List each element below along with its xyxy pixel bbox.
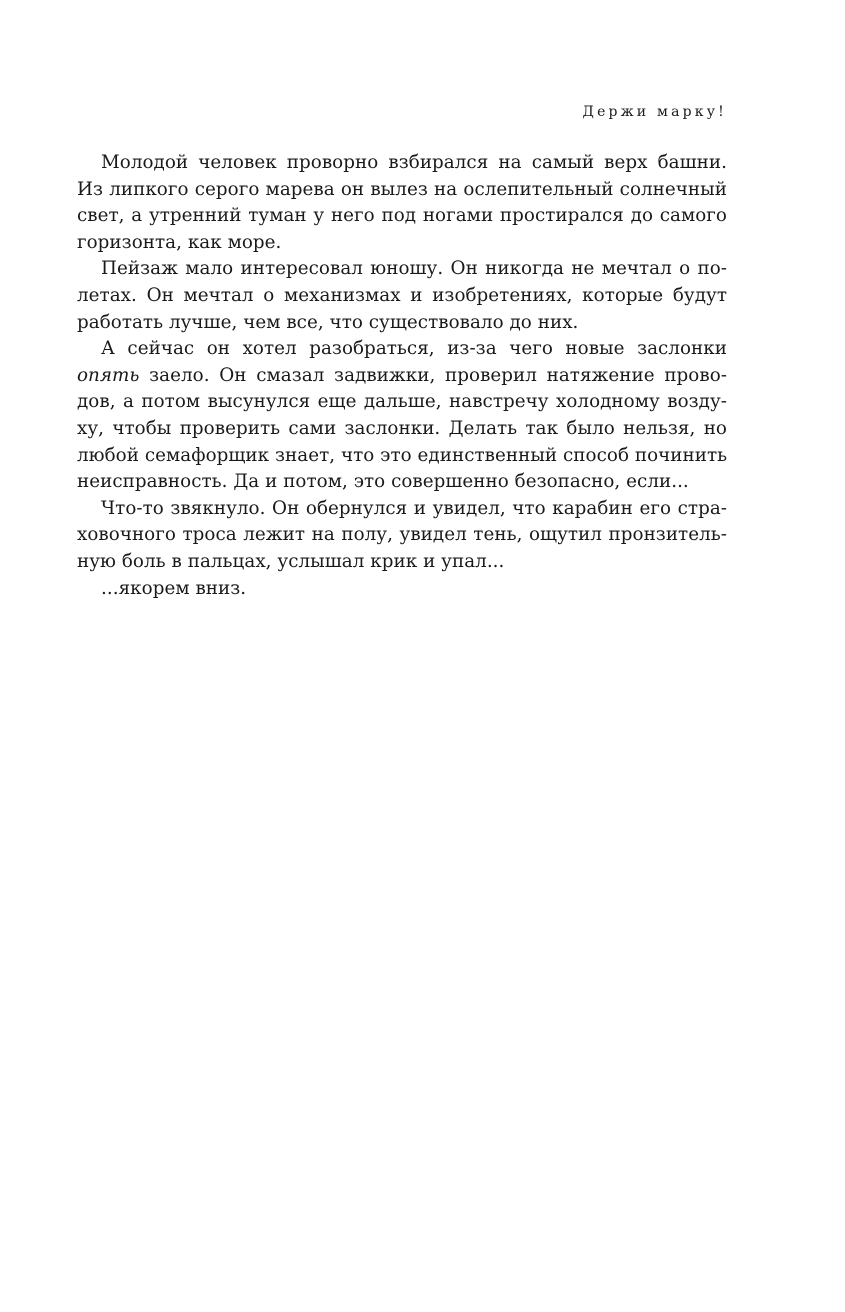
text-line: дов, а потом высунулся еще дальше, навстречу холодному возду- xyxy=(77,391,727,413)
text-line: работать лучше, чем все, что существовало до них. xyxy=(77,311,579,333)
paragraph-4 xyxy=(77,496,727,576)
text-line: любой семафорщик знает, что это единственный способ починить xyxy=(77,444,728,466)
paragraph-3 xyxy=(77,336,727,496)
text-line: горизонта, как море. xyxy=(77,231,282,253)
text-line: ховочного троса лежит на полу, увидел тень, ощутил пронзитель- xyxy=(77,524,727,546)
running-head: Держи марку! xyxy=(582,104,727,120)
text-line: ху, чтобы проверить сами заслонки. Делать так было нельзя, но xyxy=(77,417,727,439)
text-line: Пейзаж мало интересовал юношу. Он никогда не мечтал о по- xyxy=(101,258,727,280)
text-line-rest: заело. Он смазал задвижки, проверил натяжение прово- xyxy=(149,364,727,386)
text-line: А сейчас он хотел разобраться, из-за чего новые заслонки xyxy=(101,338,727,360)
text-line: свет, а утренний туман у него под ногами простирался до самого xyxy=(77,205,727,227)
text-line: неисправность. Да и потом, это совершенно безопасно, если... xyxy=(77,471,689,493)
text-line: Что-то звякнуло. Он обернулся и увидел, что карабин его стра- xyxy=(101,497,727,519)
text-line: летах. Он мечтал о механизмах и изобретениях, которые будут xyxy=(77,284,727,306)
text-line: ную боль в пальцах, услышал крик и упал... xyxy=(77,550,505,572)
paragraph-2 xyxy=(77,256,727,336)
paragraph-1 xyxy=(77,150,727,256)
text-line: ...якорем вниз. xyxy=(101,577,247,599)
body-text xyxy=(77,150,727,602)
paragraph-5 xyxy=(77,576,727,603)
text-line xyxy=(77,363,727,390)
text-line: Из липкого серого марева он вылез на ослепительный солнечный xyxy=(77,178,727,200)
text-line: Молодой человек проворно взбирался на самый верх башни. xyxy=(101,152,727,173)
emphasis-word: опять xyxy=(77,364,140,386)
